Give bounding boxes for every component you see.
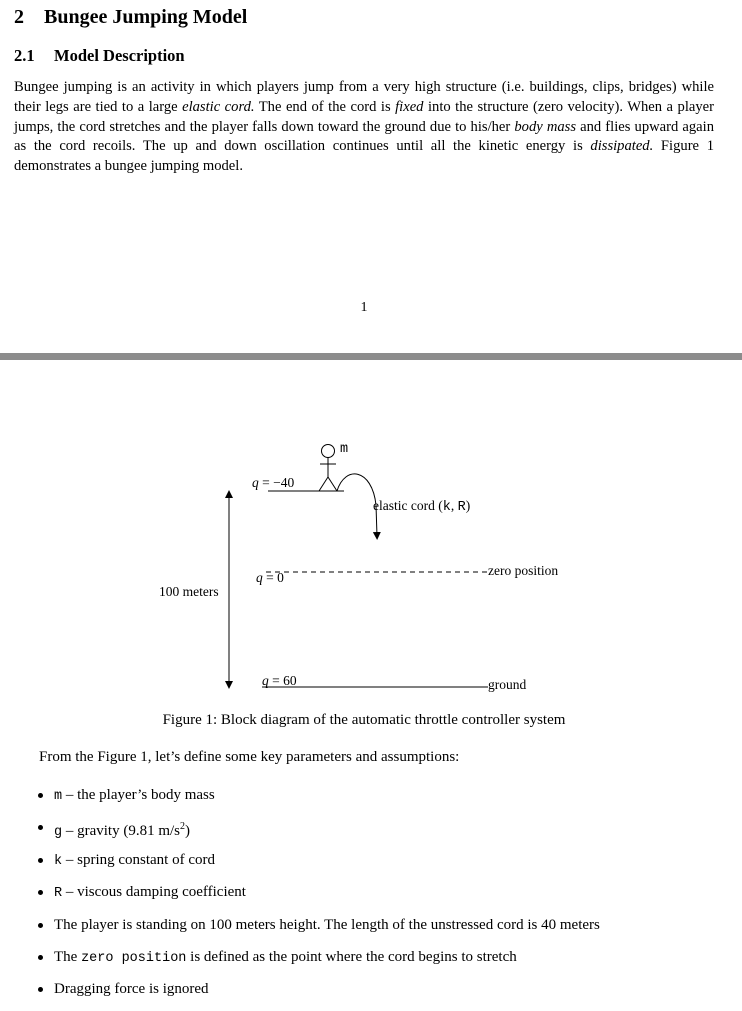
assumption-text: is defined as the point where the cord begins to stretch [186,948,517,965]
param-desc-close: ) [185,823,191,840]
section-title: Bungee Jumping Model [44,6,248,28]
list-item [36,946,600,978]
param-desc: – viscous damping coefficient [62,884,246,901]
subsection-number: 2.1 [14,46,35,65]
cord-sep: , [450,498,458,513]
param-desc: – spring constant of cord [62,851,215,868]
subsection-heading [14,46,185,66]
assumption-text: Dragging force is ignored [54,981,209,998]
list-item [36,816,600,848]
param-desc: – gravity (9.81 m/s [62,823,181,840]
q-variable: q [262,673,269,688]
q-bottom-value: = 60 [272,673,297,688]
q-mid-label [256,570,284,586]
emphasis-elastic-cord: elastic cord. [182,98,255,115]
intro-text: From the Figure 1, let’s define some key parameters and assumptions: [39,749,460,765]
cord-k: k [442,500,451,515]
param-desc: – the player’s body mass [62,787,215,803]
list-item [36,881,600,913]
paragraph-text: Figure 1 demonstrates a bungee jumping model. [14,138,714,175]
assumptions-list [36,784,600,1011]
section-heading [14,6,247,29]
param-code: R [54,886,63,902]
person-icon [319,445,337,492]
bungee-diagram [0,360,742,710]
param-code: g [54,825,63,841]
paragraph-text: and flies upward again as the cord recoils. The up and down oscillation continues until all the kinetic energy is [14,118,714,155]
q-variable: q [256,570,263,585]
subsection-title: Model Description [54,46,185,65]
list-item [36,849,600,881]
emphasis-dissipated: dissipated. [590,138,654,155]
cord-text: elastic cord ( [373,498,443,513]
superscript: 2 [180,821,186,833]
list-item [36,914,600,946]
zero-position-label: zero position [488,563,559,578]
figure-caption: Figure 1: Block diagram of the automatic throttle controller system [162,712,566,728]
assumption-text: The player is standing on 100 meters height. The length of the unstressed cord is 40 meters [54,916,600,933]
assumption-text: The [54,948,82,965]
model-description-paragraph [14,78,714,177]
emphasis-fixed: fixed [395,98,424,115]
elastic-cord-label [373,498,470,515]
param-code: m [54,789,63,804]
q-variable: q [252,475,259,490]
paragraph-text: The end of the cord is [254,98,396,115]
emphasis-body-mass: body mass [514,118,577,135]
height-label: 100 meters [159,584,219,599]
elastic-cord-arrow [337,474,377,536]
param-code: k [54,853,63,869]
list-item [36,978,600,1010]
cord-r: R [457,500,466,515]
zero-position-code: zero position [81,950,187,966]
mass-label: m [340,442,349,457]
list-item [36,784,600,816]
paragraph-text: into the structure (zero velocity). When a player jumps, the cord stretches and the player falls down toward the ground due to his/her [14,98,714,135]
q-top-value: = −40 [262,475,295,490]
q-top-label [252,475,294,491]
cord-close: ) [465,498,471,513]
page-separator [0,353,742,360]
section-number: 2 [14,6,24,28]
page-number: 1 [360,300,368,315]
ground-label: ground [488,677,527,692]
q-mid-value: = 0 [266,570,284,585]
q-bottom-label [262,673,297,689]
paragraph-text: Bungee jumping is an activity in which players jump from a very high structure (i.e. buildings, clips, bridges) while their legs are tied to a large [14,79,714,115]
